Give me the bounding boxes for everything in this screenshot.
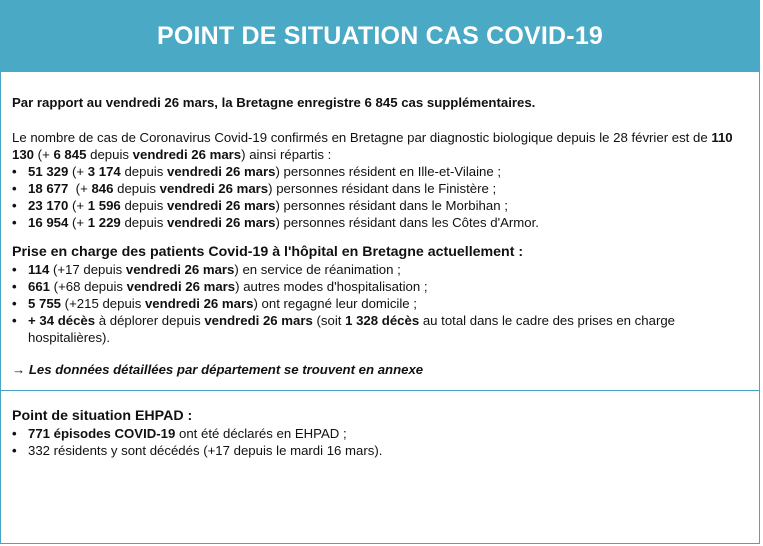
cases-lead-4: ) ainsi répartis : xyxy=(241,147,332,162)
deaths-text: à déplorer depuis xyxy=(95,313,205,328)
ehpad-value: 771 épisodes COVID-19 xyxy=(28,426,176,441)
case-text: depuis xyxy=(113,181,160,196)
hospital-text: ) en service de réanimation ; xyxy=(234,262,401,277)
content xyxy=(12,88,742,459)
case-text: ) personnes résidant dans les Côtes d'Armor. xyxy=(275,215,539,230)
deaths-date: vendredi 26 mars xyxy=(204,313,313,328)
header-banner xyxy=(0,0,760,72)
case-text: ) personnes résidant dans le Finistère ; xyxy=(268,181,497,196)
deaths-value: + 34 décès xyxy=(28,313,96,328)
hospital-value: 5 755 xyxy=(28,296,62,311)
list-item xyxy=(12,425,742,442)
case-increase: 1 229 xyxy=(87,215,121,230)
cases-lead-3: depuis xyxy=(86,147,133,162)
list-item xyxy=(12,163,742,180)
cases-list xyxy=(12,163,742,231)
hospital-text: ) ont regagné leur domicile ; xyxy=(253,296,417,311)
list-item xyxy=(12,214,742,231)
hospital-date: vendredi 26 mars xyxy=(144,296,254,311)
hospital-title: Prise en charge des patients Covid-19 à l'hôpital en Bretagne actuellement : xyxy=(12,244,524,260)
case-value: 18 677 xyxy=(28,181,69,196)
list-item xyxy=(12,312,742,346)
case-text: ) personnes résidant dans le Morbihan ; xyxy=(275,198,508,213)
case-value: 51 329 xyxy=(28,164,69,179)
case-date: vendredi 26 mars xyxy=(166,164,276,179)
list-item xyxy=(12,295,742,312)
case-value: 16 954 xyxy=(28,215,69,230)
list-item xyxy=(12,442,742,459)
hospital-text: (+68 depuis xyxy=(50,279,127,294)
case-date: vendredi 26 mars xyxy=(166,215,276,230)
list-item xyxy=(12,278,742,295)
hospital-text: (+215 depuis xyxy=(61,296,145,311)
cases-intro xyxy=(12,129,742,163)
case-value: 23 170 xyxy=(28,198,69,213)
list-item xyxy=(12,197,742,214)
page-title: POINT DE SITUATION CAS COVID-19 xyxy=(156,21,604,50)
cases-total-increase: 6 845 xyxy=(53,147,87,162)
ehpad-text: 332 résidents y sont décédés (+17 depuis le mardi 16 mars). xyxy=(28,443,383,458)
case-increase: 3 174 xyxy=(87,164,121,179)
case-text: (+ xyxy=(68,198,88,213)
ehpad-title: Point de situation EHPAD : xyxy=(12,408,193,424)
ehpad-text: ont été déclarés en EHPAD ; xyxy=(175,426,347,441)
hospital-list xyxy=(12,261,742,346)
case-text: depuis xyxy=(120,164,167,179)
hospital-text: ) autres modes d'hospitalisation ; xyxy=(235,279,428,294)
section-divider xyxy=(0,390,760,391)
hospital-date: vendredi 26 mars xyxy=(125,262,235,277)
case-increase: 1 596 xyxy=(87,198,121,213)
ehpad-list xyxy=(12,425,742,459)
case-text: depuis xyxy=(120,198,167,213)
case-text: (+ xyxy=(68,181,92,196)
cases-ref-date: vendredi 26 mars xyxy=(132,147,242,162)
cases-lead-2: (+ xyxy=(34,147,54,162)
case-increase: 846 xyxy=(91,181,114,196)
case-date: vendredi 26 mars xyxy=(159,181,269,196)
list-item xyxy=(12,180,742,197)
deaths-text: au total dans le cadre des prises en charge hospitalières). xyxy=(28,313,676,345)
intro-text: Par rapport au vendredi 26 mars, la Bretagne enregistre 6 845 cas supplémentaires. xyxy=(12,95,536,110)
deaths-total: 1 328 décès xyxy=(345,313,420,328)
case-text: depuis xyxy=(120,215,167,230)
annex-note: → Les données détaillées par département se trouvent en annexe xyxy=(12,362,424,377)
hospital-value: 114 xyxy=(28,262,50,277)
case-text: (+ xyxy=(68,215,88,230)
cases-total: 110 130 xyxy=(12,130,733,162)
hospital-text: (+17 depuis xyxy=(49,262,126,277)
deaths-text: (soit xyxy=(312,313,346,328)
cases-lead: Le nombre de cas de Coronavirus Covid-19 confirmés en Bretagne par diagnostic biologique depuis le 28 février est de xyxy=(12,130,712,145)
case-date: vendredi 26 mars xyxy=(166,198,276,213)
hospital-value: 661 xyxy=(28,279,51,294)
list-item xyxy=(12,261,742,278)
case-text: ) personnes résident en Ille-et-Vilaine ; xyxy=(275,164,502,179)
hospital-date: vendredi 26 mars xyxy=(126,279,236,294)
case-text: (+ xyxy=(68,164,88,179)
